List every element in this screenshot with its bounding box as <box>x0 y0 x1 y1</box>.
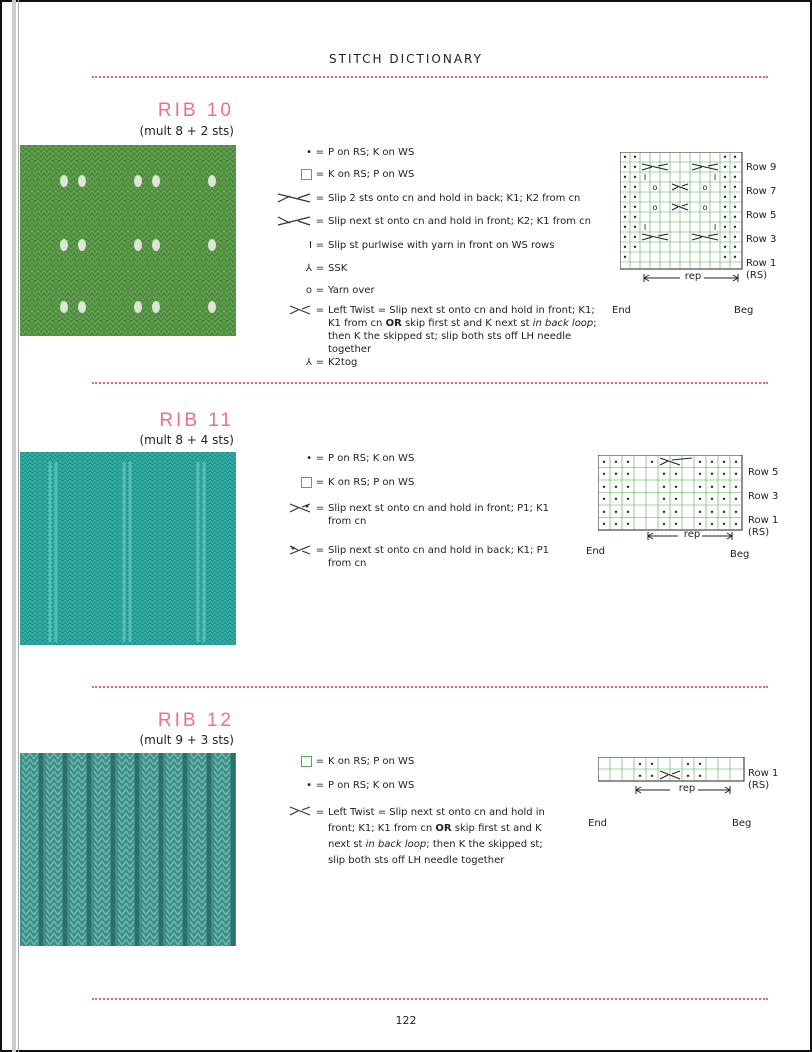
svg-text:•: • <box>613 458 619 467</box>
svg-text:•: • <box>601 520 607 529</box>
row-label: Row 1 <box>748 515 779 526</box>
svg-text:•: • <box>622 213 628 222</box>
svg-text:o: o <box>702 183 708 192</box>
svg-text:•: • <box>733 520 739 529</box>
svg-text:•: • <box>649 458 655 467</box>
svg-text:•: • <box>732 243 738 252</box>
svg-text:•: • <box>632 243 638 252</box>
svg-text:o: o <box>652 203 658 212</box>
purl-dot-symbol: • <box>306 780 312 791</box>
svg-text:•: • <box>625 483 631 492</box>
purl-dot-symbol: • <box>306 453 312 464</box>
k2tog-symbol: ⅄ <box>305 357 312 368</box>
chart-end-label: End <box>612 305 632 316</box>
svg-text:•: • <box>625 495 631 504</box>
svg-text:•: • <box>601 495 607 504</box>
svg-text:•: • <box>732 173 738 182</box>
svg-text:•: • <box>722 153 728 162</box>
svg-text:•: • <box>622 253 628 262</box>
row-label: Row 5 <box>746 210 777 221</box>
row-label: (RS) <box>746 270 768 281</box>
chart-grid-rib10 <box>620 152 744 272</box>
svg-text:•: • <box>622 223 628 232</box>
knit-square-symbol <box>270 476 312 489</box>
yarn-over-symbol: o <box>305 285 312 296</box>
key-row: • = P on RS; K on WS <box>270 452 550 476</box>
svg-text:I: I <box>643 223 647 232</box>
svg-text:•: • <box>732 183 738 192</box>
section-multiple: (mult 9 + 3 sts) <box>139 733 234 747</box>
svg-text:•: • <box>622 163 628 172</box>
svg-text:•: • <box>632 213 638 222</box>
rep-label: rep <box>683 529 701 540</box>
svg-text:•: • <box>649 772 655 781</box>
rep-label: rep <box>684 271 702 282</box>
svg-text:•: • <box>601 470 607 479</box>
svg-text:•: • <box>697 520 703 529</box>
key-row: • = P on RS; K on WS <box>270 146 610 168</box>
svg-text:•: • <box>622 153 628 162</box>
key-row: = Slip next st onto cn and hold in front; K2; K1 from cn <box>270 215 610 239</box>
key-row: ⅄ = K2tog <box>270 356 610 372</box>
svg-text:•: • <box>721 520 727 529</box>
left-purl-cross-symbol <box>270 544 312 560</box>
svg-text:•: • <box>709 483 715 492</box>
svg-text:•: • <box>673 483 679 492</box>
svg-text:•: • <box>632 163 638 172</box>
svg-text:•: • <box>685 760 691 769</box>
svg-text:•: • <box>661 508 667 517</box>
svg-text:•: • <box>622 233 628 242</box>
svg-text:•: • <box>625 470 631 479</box>
key-row: = Left Twist = Slip next st onto cn and hold in front; K1; K1 from cn OR skip first st and K next st in back loop; then K the skipped st; slip both sts off LH needle together <box>270 304 610 356</box>
key-row: = K on RS; P on WS <box>270 168 610 192</box>
svg-text:•: • <box>721 508 727 517</box>
right-purl-cross-symbol <box>270 502 312 518</box>
svg-text:•: • <box>632 193 638 202</box>
svg-text:•: • <box>649 760 655 769</box>
svg-text:•: • <box>733 495 739 504</box>
svg-text:•: • <box>732 253 738 262</box>
svg-text:•: • <box>625 458 631 467</box>
running-header: STITCH DICTIONARY <box>329 52 483 66</box>
key-row: = Slip next st onto cn and hold in front; P1; K1 from cn <box>270 502 550 544</box>
key-row: • = P on RS; K on WS <box>270 779 550 805</box>
svg-text:•: • <box>697 760 703 769</box>
row-label: Row 3 <box>748 491 779 502</box>
svg-text:•: • <box>632 223 638 232</box>
section-multiple: (mult 8 + 2 sts) <box>139 124 234 138</box>
svg-text:•: • <box>625 508 631 517</box>
svg-text:•: • <box>622 183 628 192</box>
left-twist-symbol <box>270 805 312 823</box>
binding-line <box>18 0 19 1052</box>
key-row: = Slip 2 sts onto cn and hold in back; K1; K2 from cn <box>270 192 610 215</box>
svg-text:•: • <box>622 203 628 212</box>
svg-text:•: • <box>732 163 738 172</box>
section-title: RIB 10 <box>157 100 234 121</box>
svg-text:•: • <box>673 470 679 479</box>
chart-grid-rib12 <box>598 757 746 783</box>
cable-front-symbol <box>270 215 312 231</box>
svg-text:•: • <box>632 233 638 242</box>
dotted-rule <box>92 382 768 384</box>
svg-text:•: • <box>622 243 628 252</box>
svg-text:•: • <box>722 183 728 192</box>
svg-text:•: • <box>685 772 691 781</box>
dotted-rule <box>92 76 768 78</box>
swatch-photo-rib10 <box>20 145 236 336</box>
svg-text:•: • <box>673 495 679 504</box>
row-label: (RS) <box>748 780 770 791</box>
svg-text:•: • <box>622 193 628 202</box>
svg-text:•: • <box>722 173 728 182</box>
svg-text:•: • <box>732 233 738 242</box>
svg-text:•: • <box>625 520 631 529</box>
svg-text:•: • <box>632 203 638 212</box>
chart-end-label: End <box>588 818 608 829</box>
knit-square-symbol <box>270 755 312 768</box>
swatch-photo-rib12 <box>20 753 236 946</box>
svg-text:•: • <box>722 243 728 252</box>
svg-text:•: • <box>613 508 619 517</box>
svg-text:•: • <box>697 508 703 517</box>
svg-text:•: • <box>732 193 738 202</box>
svg-text:•: • <box>632 183 638 192</box>
svg-text:•: • <box>637 772 643 781</box>
svg-text:•: • <box>697 495 703 504</box>
left-twist-symbol <box>270 304 312 320</box>
svg-text:•: • <box>661 520 667 529</box>
svg-text:•: • <box>709 520 715 529</box>
svg-text:•: • <box>732 153 738 162</box>
slip-bar-symbol: I <box>309 240 312 251</box>
svg-text:•: • <box>613 470 619 479</box>
svg-text:•: • <box>722 193 728 202</box>
svg-text:•: • <box>697 458 703 467</box>
row-label: Row 1 <box>746 258 777 269</box>
svg-text:•: • <box>721 495 727 504</box>
svg-text:•: • <box>673 520 679 529</box>
key-row: = K on RS; P on WS <box>270 755 550 779</box>
stitch-key <box>270 452 550 574</box>
key-row: = K on RS; P on WS <box>270 476 550 502</box>
section-multiple: (mult 8 + 4 sts) <box>139 433 234 447</box>
svg-text:•: • <box>601 508 607 517</box>
row-label: Row 7 <box>746 186 777 197</box>
svg-text:•: • <box>697 772 703 781</box>
svg-text:•: • <box>722 233 728 242</box>
stitch-key <box>270 146 610 372</box>
svg-text:•: • <box>661 470 667 479</box>
svg-text:•: • <box>632 153 638 162</box>
chart-end-label: End <box>586 546 606 557</box>
svg-text:•: • <box>722 213 728 222</box>
svg-text:•: • <box>601 458 607 467</box>
svg-text:•: • <box>661 483 667 492</box>
svg-text:•: • <box>709 470 715 479</box>
chart-beg-label: Beg <box>734 305 754 316</box>
svg-text:o: o <box>652 183 658 192</box>
svg-text:•: • <box>637 760 643 769</box>
svg-text:•: • <box>733 458 739 467</box>
svg-text:•: • <box>613 495 619 504</box>
binding-shadow <box>12 0 16 1052</box>
svg-text:•: • <box>697 483 703 492</box>
ssk-symbol: ⅄ <box>305 263 312 274</box>
dotted-rule <box>92 686 768 688</box>
chart-grid-rib11 <box>598 455 744 533</box>
svg-text:•: • <box>721 470 727 479</box>
swatch-photo-rib11 <box>20 452 236 645</box>
svg-text:•: • <box>673 508 679 517</box>
svg-text:•: • <box>661 495 667 504</box>
svg-text:•: • <box>732 203 738 212</box>
stitch-key <box>270 755 550 885</box>
svg-text:I: I <box>643 173 647 182</box>
rep-label: rep <box>678 783 696 794</box>
svg-text:•: • <box>733 470 739 479</box>
svg-text:•: • <box>709 458 715 467</box>
svg-text:•: • <box>697 470 703 479</box>
svg-text:•: • <box>722 253 728 262</box>
row-label: Row 9 <box>746 162 777 173</box>
chart-beg-label: Beg <box>730 549 750 560</box>
svg-text:•: • <box>613 520 619 529</box>
key-row: ⅄ = SSK <box>270 262 610 284</box>
page-number: 122 <box>395 1014 417 1027</box>
key-row: = Slip next st onto cn and hold in back; K1; P1 from cn <box>270 544 550 574</box>
key-row: o = Yarn over <box>270 284 610 304</box>
svg-text:•: • <box>709 508 715 517</box>
svg-text:o: o <box>702 203 708 212</box>
svg-text:•: • <box>613 483 619 492</box>
svg-text:•: • <box>632 173 638 182</box>
svg-text:I: I <box>713 173 717 182</box>
key-row: = Left Twist = Slip next st onto cn and hold in front; K1; K1 from cn OR skip first st and K next st in back loop; then K the skipped st; slip both sts off LH needle together <box>270 805 550 885</box>
row-label: Row 5 <box>748 467 779 478</box>
svg-text:•: • <box>722 163 728 172</box>
section-title: RIB 12 <box>157 710 234 731</box>
svg-text:•: • <box>709 495 715 504</box>
svg-text:•: • <box>601 483 607 492</box>
svg-text:•: • <box>732 213 738 222</box>
svg-text:•: • <box>732 223 738 232</box>
svg-text:•: • <box>721 483 727 492</box>
row-label: Row 3 <box>746 234 777 245</box>
svg-text:•: • <box>733 483 739 492</box>
section-title: RIB 11 <box>159 410 234 431</box>
cable-back-symbol <box>270 192 312 208</box>
dotted-rule <box>92 998 768 1000</box>
chart-beg-label: Beg <box>732 818 752 829</box>
svg-text:•: • <box>733 508 739 517</box>
svg-text:•: • <box>722 223 728 232</box>
purl-dot-symbol: • <box>306 147 312 158</box>
row-label: (RS) <box>748 527 770 538</box>
svg-text:•: • <box>722 203 728 212</box>
knit-square-symbol <box>270 168 312 181</box>
svg-text:•: • <box>721 458 727 467</box>
key-row: I = Slip st purlwise with yarn in front on WS rows <box>270 239 610 262</box>
row-label: Row 1 <box>748 768 779 779</box>
svg-text:I: I <box>713 223 717 232</box>
svg-text:•: • <box>622 173 628 182</box>
